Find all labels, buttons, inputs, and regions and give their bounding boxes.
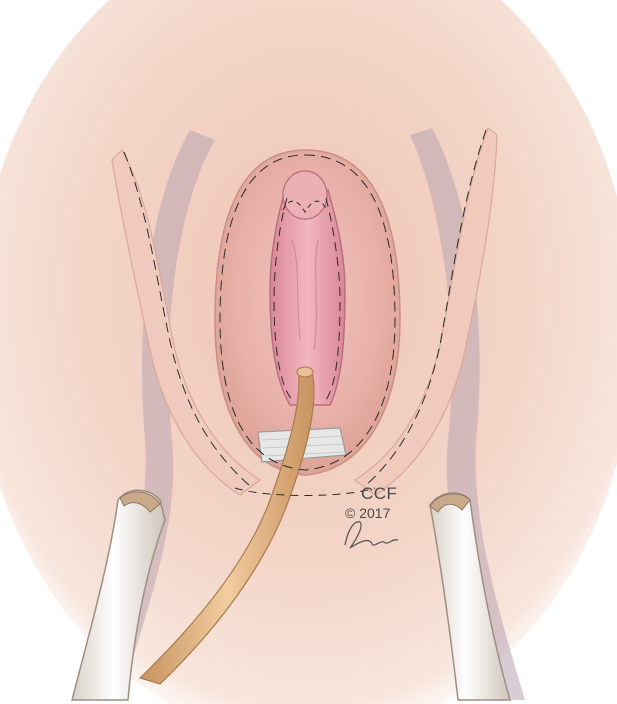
catheter-tip <box>297 367 313 377</box>
credit-year: © 2017 <box>345 505 391 521</box>
credit-organization: CCF <box>361 484 398 503</box>
